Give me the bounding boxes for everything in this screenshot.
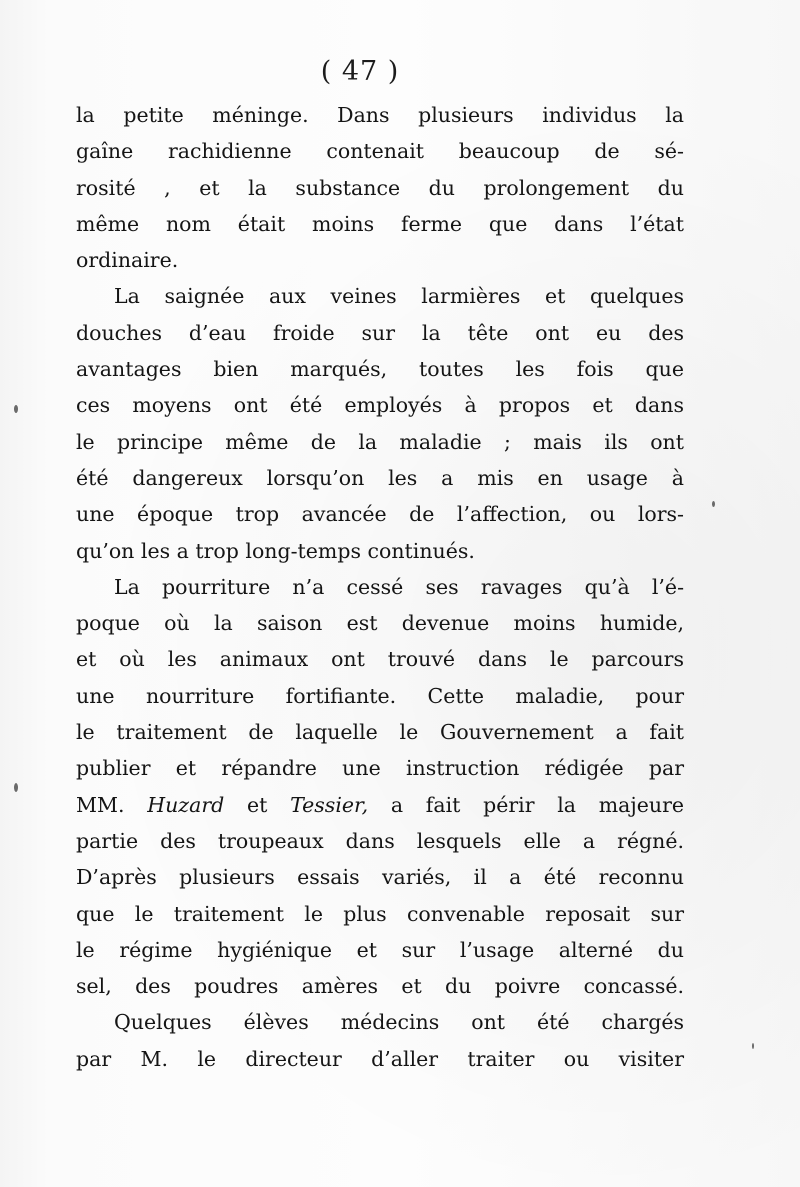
text-line-2: gaîne rachidienne contenait beaucoup de sé- bbox=[76, 139, 684, 164]
text-line-8: avantages bien marqués, toutes les fois que bbox=[76, 357, 684, 382]
text-line-13: qu’on les a trop long-temps continués. bbox=[76, 538, 475, 563]
text-line-9: ces moyens ont été employés à propos et dans bbox=[76, 393, 684, 418]
text-line-23: que le traitement le plus convenable reposait sur bbox=[76, 901, 684, 926]
text-line-16: et où les animaux ont trouvé dans le parcours bbox=[76, 647, 684, 672]
text-line-7: douches d’eau froide sur la tête ont eu des bbox=[76, 320, 684, 345]
text-line-19: publier et répandre une instruction rédigée par bbox=[76, 756, 684, 781]
text-line-3: rosité , et la substance du prolongement du bbox=[76, 175, 684, 200]
text-line-11: été dangereux lorsqu’on les a mis en usage à bbox=[76, 465, 684, 490]
author-name-huzard: Huzard bbox=[147, 792, 225, 817]
text-line-25: sel, des poudres amères et du poivre concassé. bbox=[76, 974, 684, 999]
text-line-6: La saignée aux veines larmières et quelques bbox=[114, 284, 684, 309]
text-line-5: ordinaire. bbox=[76, 248, 179, 273]
text-line-4: même nom était moins ferme que dans l’état bbox=[76, 211, 684, 236]
text-line-18: le traitement de laquelle le Gouvernement a fait bbox=[76, 720, 684, 745]
paper-speck bbox=[712, 501, 715, 507]
paper-speck bbox=[14, 783, 18, 792]
text-line-15: poque où la saison est devenue moins humide, bbox=[76, 611, 684, 636]
text-line-26: Quelques élèves médecins ont été chargés bbox=[114, 1010, 684, 1035]
text-line-20-end: a fait périr la majeure bbox=[368, 792, 684, 817]
text-line-10: le principe même de la maladie ; mais ils ont bbox=[76, 429, 684, 454]
text-line-20 bbox=[76, 787, 684, 823]
text-line-14: La pourriture n’a cessé ses ravages qu’à l’é- bbox=[114, 574, 684, 599]
text-line-12: une époque trop avancée de l’affection, ou lors- bbox=[76, 502, 684, 527]
paper-speck bbox=[752, 1043, 754, 1049]
body-text bbox=[76, 97, 684, 1077]
text-line-1: la petite méninge. Dans plusieurs individus la bbox=[76, 103, 684, 127]
author-name-tessier: Tessier, bbox=[290, 792, 369, 817]
text-line-22: D’après plusieurs essais variés, il a été reconnu bbox=[76, 865, 684, 890]
text-line-20-middle: et bbox=[224, 792, 291, 817]
text-line-17: une nourriture fortifiante. Cette maladie, pour bbox=[76, 683, 684, 708]
page-number: ( 47 ) bbox=[320, 56, 400, 87]
paper-speck bbox=[14, 405, 18, 413]
text-line-24: le régime hygiénique et sur l’usage alterné du bbox=[76, 937, 684, 962]
text-line-20-start: MM. bbox=[76, 792, 148, 817]
text-line-21: partie des troupeaux dans lesquels elle a régné. bbox=[76, 828, 684, 853]
text-line-27: par M. le directeur d’aller traiter ou visiter bbox=[76, 1046, 684, 1071]
